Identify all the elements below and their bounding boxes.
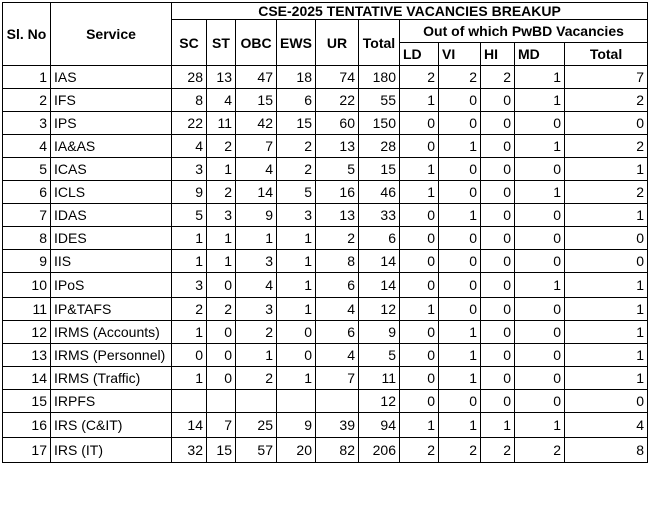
value-cell: 2 (481, 66, 515, 89)
value-cell: 12 (359, 390, 400, 413)
value-cell: 1 (277, 227, 316, 250)
value-cell: 0 (481, 181, 515, 204)
value-cell (316, 390, 359, 413)
value-cell: 0 (207, 321, 236, 344)
value-cell: 1 (439, 321, 481, 344)
value-cell: 11 (207, 112, 236, 135)
value-cell: 1 (400, 413, 439, 438)
service-cell: ICLS (51, 181, 172, 204)
value-cell: 32 (172, 438, 207, 463)
pwbd-total-header: Total (565, 43, 648, 66)
value-cell: 0 (515, 227, 565, 250)
value-cell: 55 (359, 89, 400, 112)
value-cell: 2 (400, 438, 439, 463)
value-cell: 0 (481, 158, 515, 181)
value-cell: 8 (316, 250, 359, 273)
value-cell: 3 (236, 298, 277, 321)
sl-cell: 4 (3, 135, 51, 158)
value-cell: 28 (359, 135, 400, 158)
table-row (3, 158, 648, 181)
value-cell: 1 (277, 367, 316, 390)
value-cell: 2 (207, 135, 236, 158)
value-cell: 2 (316, 227, 359, 250)
value-cell: 5 (277, 181, 316, 204)
value-cell: 2 (277, 135, 316, 158)
value-cell: 28 (172, 66, 207, 89)
value-cell: 4 (236, 158, 277, 181)
table-row (3, 250, 648, 273)
sl-cell: 5 (3, 158, 51, 181)
table-row (3, 438, 648, 463)
value-cell: 0 (515, 367, 565, 390)
value-cell: 4 (207, 89, 236, 112)
value-cell: 1 (207, 227, 236, 250)
value-cell: 2 (277, 158, 316, 181)
value-cell: 0 (515, 344, 565, 367)
value-cell: 13 (207, 66, 236, 89)
value-cell: 0 (439, 250, 481, 273)
table-row (3, 344, 648, 367)
value-cell: 0 (515, 112, 565, 135)
table-row (3, 181, 648, 204)
value-cell: 46 (359, 181, 400, 204)
value-cell: 13 (316, 204, 359, 227)
value-cell: 42 (236, 112, 277, 135)
value-cell: 1 (277, 273, 316, 298)
value-cell: 0 (565, 390, 648, 413)
table-row (3, 273, 648, 298)
value-cell: 1 (172, 321, 207, 344)
value-cell: 0 (277, 321, 316, 344)
value-cell: 180 (359, 66, 400, 89)
value-cell: 33 (359, 204, 400, 227)
value-cell: 0 (207, 367, 236, 390)
value-cell: 2 (481, 438, 515, 463)
value-cell: 1 (277, 250, 316, 273)
value-cell: 15 (277, 112, 316, 135)
value-cell: 1 (481, 413, 515, 438)
value-cell: 2 (207, 181, 236, 204)
value-cell: 0 (400, 112, 439, 135)
value-cell (236, 390, 277, 413)
service-cell: IA&AS (51, 135, 172, 158)
service-cell: IPS (51, 112, 172, 135)
value-cell: 4 (236, 273, 277, 298)
service-cell: IDAS (51, 204, 172, 227)
value-cell: 13 (316, 135, 359, 158)
value-cell: 2 (515, 438, 565, 463)
value-cell: 0 (439, 158, 481, 181)
value-cell: 1 (515, 273, 565, 298)
value-cell: 0 (481, 344, 515, 367)
value-cell: 0 (565, 227, 648, 250)
table-row (3, 66, 648, 89)
value-cell: 1 (515, 135, 565, 158)
value-cell: 22 (172, 112, 207, 135)
value-cell: 47 (236, 66, 277, 89)
value-cell: 1 (172, 367, 207, 390)
value-cell: 9 (172, 181, 207, 204)
service-cell: ICAS (51, 158, 172, 181)
sl-cell: 6 (3, 181, 51, 204)
slno-header: Sl. No (3, 3, 51, 66)
service-cell: IDES (51, 227, 172, 250)
value-cell: 0 (439, 298, 481, 321)
value-cell: 0 (400, 367, 439, 390)
value-cell: 1 (400, 298, 439, 321)
value-cell: 1 (565, 367, 648, 390)
value-cell: 2 (236, 367, 277, 390)
value-cell: 9 (277, 413, 316, 438)
service-cell: IP&TAFS (51, 298, 172, 321)
sl-cell: 11 (3, 298, 51, 321)
ld-header: LD (400, 43, 439, 66)
value-cell: 2 (236, 321, 277, 344)
value-cell: 14 (359, 250, 400, 273)
value-cell: 5 (359, 344, 400, 367)
service-cell: IRMS (Personnel) (51, 344, 172, 367)
value-cell: 6 (277, 89, 316, 112)
value-cell: 0 (400, 227, 439, 250)
value-cell: 1 (207, 250, 236, 273)
value-cell: 0 (400, 390, 439, 413)
value-cell: 20 (277, 438, 316, 463)
value-cell: 0 (515, 204, 565, 227)
sl-cell: 9 (3, 250, 51, 273)
value-cell: 1 (172, 227, 207, 250)
table-row (3, 227, 648, 250)
value-cell: 11 (359, 367, 400, 390)
value-cell: 7 (236, 135, 277, 158)
value-cell: 1 (565, 273, 648, 298)
value-cell: 60 (316, 112, 359, 135)
sl-cell: 10 (3, 273, 51, 298)
table-row (3, 413, 648, 438)
value-cell: 6 (316, 321, 359, 344)
value-cell: 2 (565, 181, 648, 204)
value-cell: 0 (481, 112, 515, 135)
sl-cell: 17 (3, 438, 51, 463)
value-cell: 2 (439, 66, 481, 89)
value-cell: 0 (400, 273, 439, 298)
value-cell: 2 (207, 298, 236, 321)
value-cell: 0 (481, 204, 515, 227)
value-cell: 9 (236, 204, 277, 227)
value-cell: 0 (400, 135, 439, 158)
value-cell: 0 (277, 344, 316, 367)
value-cell (207, 390, 236, 413)
value-cell: 15 (359, 158, 400, 181)
value-cell: 1 (565, 204, 648, 227)
table-row (3, 112, 648, 135)
value-cell: 7 (207, 413, 236, 438)
value-cell: 2 (172, 298, 207, 321)
sl-cell: 15 (3, 390, 51, 413)
value-cell: 1 (439, 204, 481, 227)
sl-cell: 12 (3, 321, 51, 344)
value-cell: 0 (207, 344, 236, 367)
value-cell: 16 (316, 181, 359, 204)
sl-cell: 8 (3, 227, 51, 250)
value-cell: 0 (565, 112, 648, 135)
value-cell: 0 (207, 273, 236, 298)
service-cell: IRS (C&IT) (51, 413, 172, 438)
value-cell: 0 (481, 298, 515, 321)
value-cell: 150 (359, 112, 400, 135)
value-cell: 0 (481, 89, 515, 112)
table-row (3, 390, 648, 413)
value-cell: 206 (359, 438, 400, 463)
service-header: Service (51, 3, 172, 66)
value-cell: 15 (207, 438, 236, 463)
obc-header: OBC (236, 20, 277, 66)
value-cell: 14 (172, 413, 207, 438)
value-cell: 1 (439, 135, 481, 158)
value-cell: 4 (316, 298, 359, 321)
value-cell: 4 (316, 344, 359, 367)
sl-cell: 2 (3, 89, 51, 112)
value-cell: 3 (236, 250, 277, 273)
value-cell: 1 (515, 89, 565, 112)
value-cell: 0 (439, 273, 481, 298)
value-cell (277, 390, 316, 413)
value-cell: 0 (515, 390, 565, 413)
value-cell: 3 (172, 273, 207, 298)
value-cell: 1 (207, 158, 236, 181)
value-cell: 1 (277, 298, 316, 321)
value-cell: 0 (515, 321, 565, 344)
vacancies-table (2, 2, 648, 463)
value-cell: 6 (316, 273, 359, 298)
vi-header: VI (439, 43, 481, 66)
value-cell: 7 (316, 367, 359, 390)
service-cell: IRMS (Accounts) (51, 321, 172, 344)
value-cell: 0 (439, 390, 481, 413)
table-row (3, 298, 648, 321)
table-row (3, 321, 648, 344)
value-cell: 1 (565, 298, 648, 321)
value-cell: 2 (565, 89, 648, 112)
value-cell: 8 (172, 89, 207, 112)
sl-cell: 7 (3, 204, 51, 227)
md-header: MD (515, 43, 565, 66)
value-cell: 1 (439, 367, 481, 390)
value-cell: 0 (439, 181, 481, 204)
value-cell: 0 (481, 227, 515, 250)
value-cell: 18 (277, 66, 316, 89)
value-cell (172, 390, 207, 413)
service-cell: IPoS (51, 273, 172, 298)
table-row (3, 135, 648, 158)
pwbd-group-header: Out of which PwBD Vacancies (400, 20, 648, 43)
value-cell: 1 (515, 413, 565, 438)
table-row (3, 367, 648, 390)
sc-header: SC (172, 20, 207, 66)
service-cell: IIS (51, 250, 172, 273)
value-cell: 5 (172, 204, 207, 227)
service-cell: IAS (51, 66, 172, 89)
value-cell: 0 (400, 250, 439, 273)
value-cell: 74 (316, 66, 359, 89)
sl-cell: 13 (3, 344, 51, 367)
value-cell: 9 (359, 321, 400, 344)
value-cell: 2 (565, 135, 648, 158)
value-cell: 22 (316, 89, 359, 112)
sl-cell: 16 (3, 413, 51, 438)
value-cell: 0 (172, 344, 207, 367)
value-cell: 12 (359, 298, 400, 321)
value-cell: 14 (236, 181, 277, 204)
value-cell: 0 (439, 227, 481, 250)
value-cell: 6 (359, 227, 400, 250)
value-cell: 94 (359, 413, 400, 438)
service-cell: IRMS (Traffic) (51, 367, 172, 390)
service-cell: IFS (51, 89, 172, 112)
page-title: CSE-2025 TENTATIVE VACANCIES BREAKUP (172, 3, 648, 20)
service-cell: IRS (IT) (51, 438, 172, 463)
value-cell: 57 (236, 438, 277, 463)
value-cell: 82 (316, 438, 359, 463)
value-cell: 1 (439, 413, 481, 438)
value-cell: 0 (481, 250, 515, 273)
value-cell: 0 (481, 367, 515, 390)
value-cell: 1 (515, 181, 565, 204)
value-cell: 1 (172, 250, 207, 273)
total-header: Total (359, 20, 400, 66)
value-cell: 1 (565, 158, 648, 181)
value-cell: 3 (172, 158, 207, 181)
value-cell: 25 (236, 413, 277, 438)
value-cell: 1 (565, 344, 648, 367)
value-cell: 0 (400, 204, 439, 227)
value-cell: 1 (400, 181, 439, 204)
value-cell: 0 (515, 298, 565, 321)
value-cell: 4 (172, 135, 207, 158)
value-cell: 1 (515, 66, 565, 89)
value-cell: 0 (400, 321, 439, 344)
value-cell: 0 (515, 250, 565, 273)
value-cell: 4 (565, 413, 648, 438)
value-cell: 0 (481, 390, 515, 413)
value-cell: 1 (565, 321, 648, 344)
sl-cell: 1 (3, 66, 51, 89)
value-cell: 1 (439, 344, 481, 367)
st-header: ST (207, 20, 236, 66)
value-cell: 0 (481, 135, 515, 158)
value-cell: 1 (400, 89, 439, 112)
value-cell: 39 (316, 413, 359, 438)
ur-header: UR (316, 20, 359, 66)
value-cell: 0 (400, 344, 439, 367)
value-cell: 15 (236, 89, 277, 112)
hi-header: HI (481, 43, 515, 66)
sl-cell: 3 (3, 112, 51, 135)
value-cell: 1 (236, 344, 277, 367)
value-cell: 5 (316, 158, 359, 181)
ews-header: EWS (277, 20, 316, 66)
value-cell: 0 (481, 273, 515, 298)
value-cell: 7 (565, 66, 648, 89)
service-cell: IRPFS (51, 390, 172, 413)
value-cell: 0 (481, 321, 515, 344)
value-cell: 2 (439, 438, 481, 463)
value-cell: 0 (439, 112, 481, 135)
value-cell: 0 (515, 158, 565, 181)
value-cell: 1 (400, 158, 439, 181)
value-cell: 3 (207, 204, 236, 227)
table-row (3, 89, 648, 112)
value-cell: 8 (565, 438, 648, 463)
sl-cell: 14 (3, 367, 51, 390)
value-cell: 2 (400, 66, 439, 89)
value-cell: 14 (359, 273, 400, 298)
value-cell: 1 (236, 227, 277, 250)
value-cell: 3 (277, 204, 316, 227)
value-cell: 0 (565, 250, 648, 273)
table-row (3, 204, 648, 227)
value-cell: 0 (439, 89, 481, 112)
